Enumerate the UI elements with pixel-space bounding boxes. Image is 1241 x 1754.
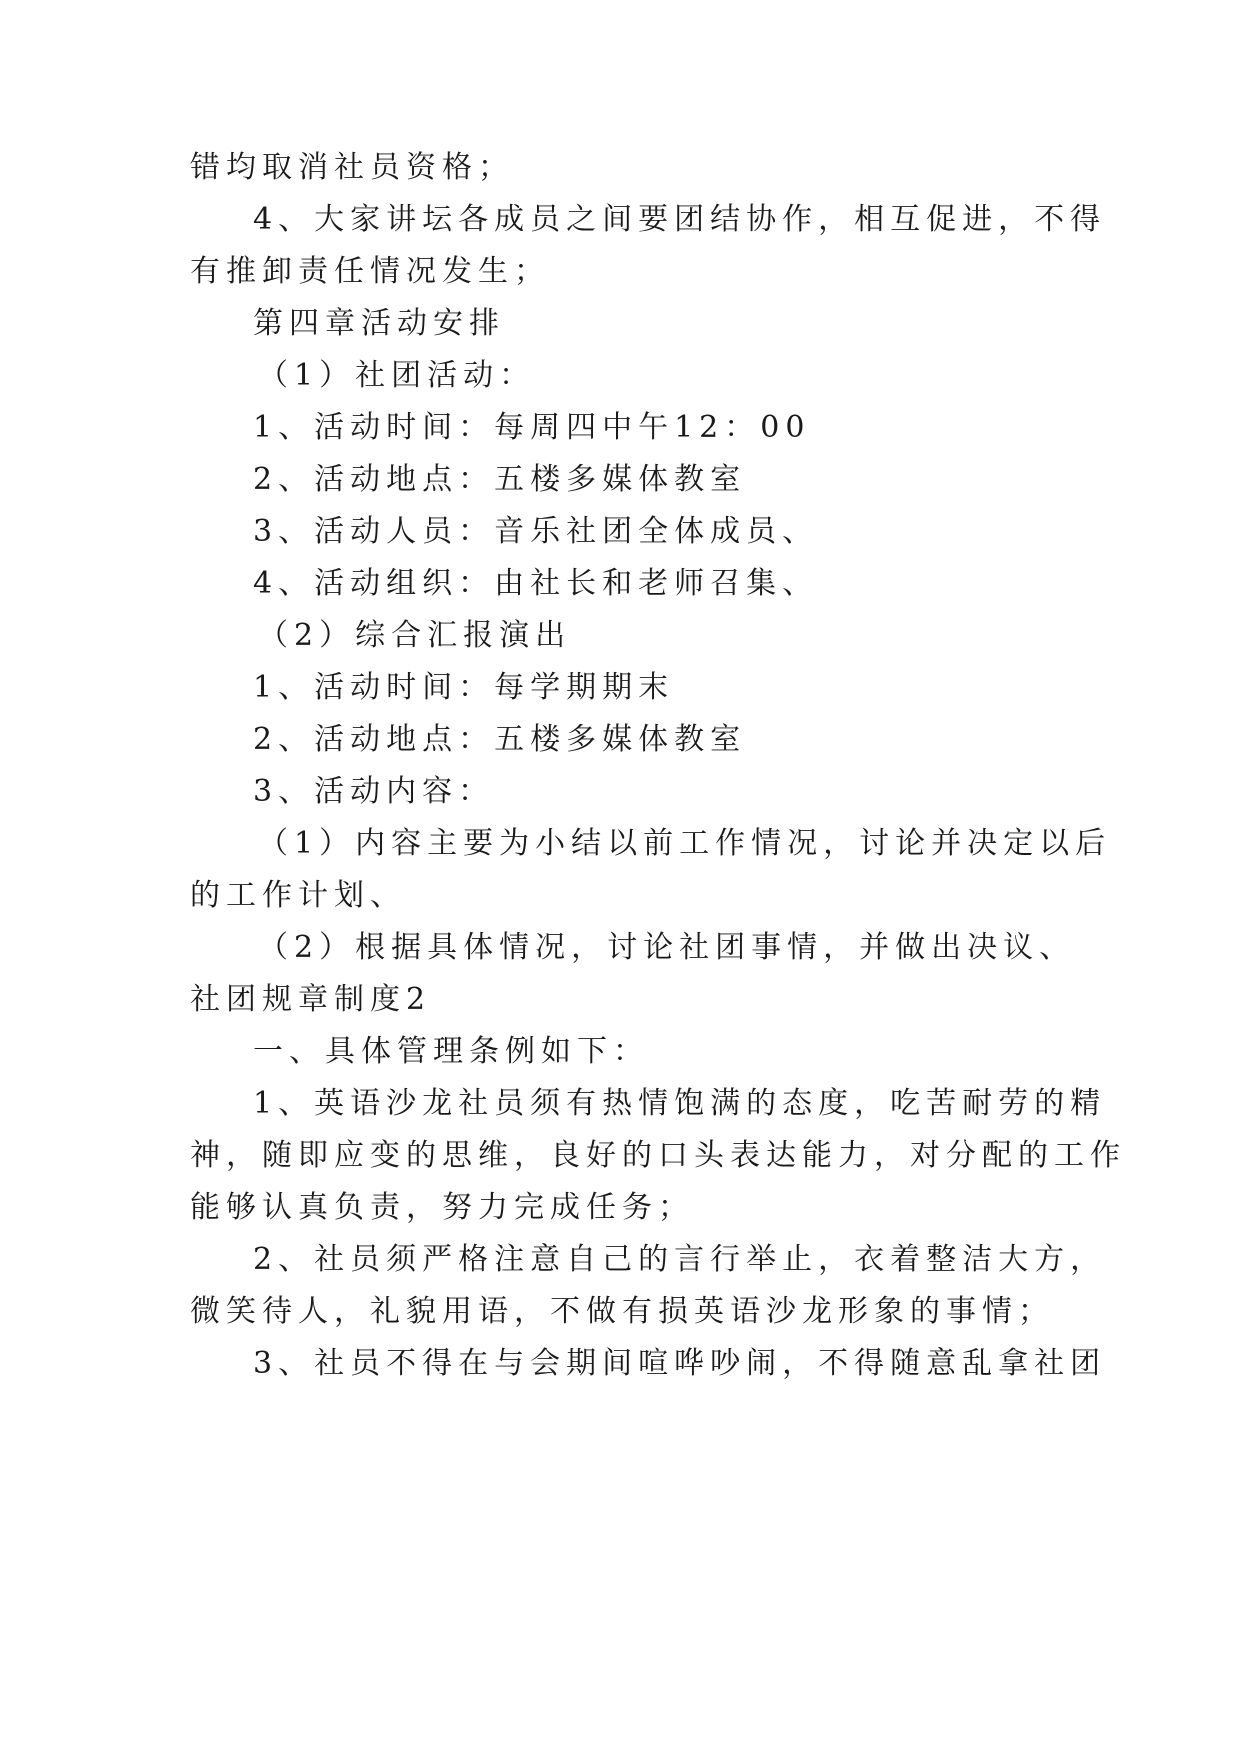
list-item: 3、活动人员：音乐社团全体成员、 (253, 514, 819, 549)
subsection-heading: （2）综合汇报演出 (258, 618, 572, 653)
text-line: 有推卸责任情况发生； (190, 254, 550, 289)
list-item: 2、活动地点：五楼多媒体教室 (253, 462, 747, 497)
text-line: 的工作计划、 (190, 878, 406, 913)
text-line: 2、社员须严格注意自己的言行举止，衣着整洁大方， (253, 1242, 1107, 1277)
text-line: 能够认真负责，努力完成任务； (190, 1190, 694, 1225)
section-heading: 第四章活动安排 (253, 306, 505, 341)
text-line: （1）内容主要为小结以前工作情况，讨论并决定以后 (258, 826, 1112, 861)
text-line: 1、英语沙龙社员须有热情饱满的态度，吃苦耐劳的精 (253, 1086, 1107, 1121)
section-heading: 一、具体管理条例如下： (253, 1034, 649, 1069)
text-line: （2）根据具体情况，讨论社团事情，并做出决议、 (258, 930, 1076, 965)
document-subtitle: 社团规章制度2 (190, 982, 432, 1017)
text-line: 微笑待人，礼貌用语，不做有损英语沙龙形象的事情； (190, 1294, 1054, 1329)
list-item: 1、活动时间：每周四中午12：00 (253, 410, 811, 445)
text-line: 错均取消社员资格； (190, 150, 514, 185)
subsection-heading: （1）社团活动： (258, 358, 536, 393)
text-line: 4、大家讲坛各成员之间要团结协作，相互促进，不得 (253, 202, 1107, 237)
list-item: 3、活动内容： (253, 774, 495, 809)
list-item: 4、活动组织：由社长和老师召集、 (253, 566, 819, 601)
text-line: 神，随即应变的思维，良好的口头表达能力，对分配的工作 (190, 1138, 1126, 1173)
list-item: 2、活动地点：五楼多媒体教室 (253, 722, 747, 757)
list-item: 1、活动时间：每学期期末 (253, 670, 675, 705)
text-line: 3、社员不得在与会期间喧哗吵闹，不得随意乱拿社团 (253, 1346, 1107, 1381)
